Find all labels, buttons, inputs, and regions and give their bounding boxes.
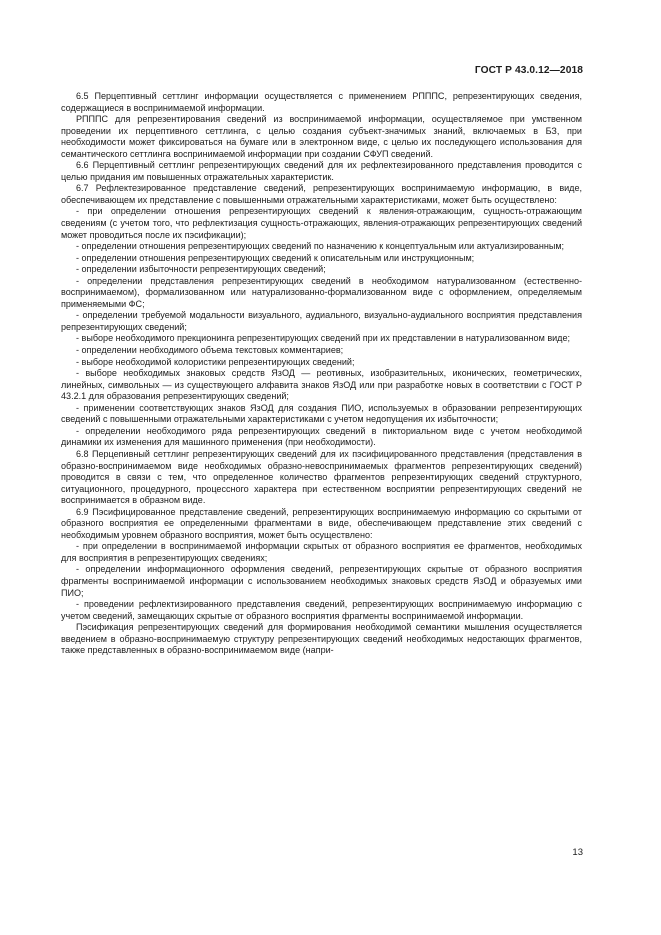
list-item: - применении соответствующих знаков ЯзОД для создания ПИО, используемых в образовании репрезентирующих сведений с повышенными отражательными характеристиками с учетом недопущения их избыточности; bbox=[61, 402, 582, 425]
list-item: - определении представления репрезентирующих сведений в необходимом натурализованном (естественно-воспринимаемом), формализованном или натурализованно-формализованном виде с оформлением, определяемым применяемыми ФС; bbox=[61, 275, 582, 309]
list-item: - определении необходимого ряда репрезентирующих сведений в пикториальном виде с учетом необходимой динамики их изменения для машинного применения (при необходимости). bbox=[61, 425, 582, 448]
list-item: - определении отношения репрезентирующих сведений по назначению к концептуальным или актуализированным; bbox=[76, 241, 565, 252]
list-item: - выборе необходимой колористики репрезентирующих сведений; bbox=[76, 356, 355, 367]
paragraph: 6.6 Перцептивный сеттлинг репрезентирующих сведений для их рефлектезированного представления проводится с целью придания им повышенных отражательных характеристик. bbox=[61, 160, 582, 182]
list-item: - выборе необходимого прекционинга репрезентирующих сведений при их представлении в натурализованном виде; bbox=[76, 333, 570, 344]
list-item: - проведении рефлектизированного представления сведений, репрезентирующих воспринимаемую информацию с учетом сведений, замещающих скрытые от образного восприятия фрагменты воспринимаемой информации. bbox=[61, 599, 582, 621]
list-item: - определении отношения репрезентирующих сведений к описательным или инструкционным; bbox=[76, 252, 475, 263]
list-item: - определении информационного оформления сведений, репрезентирующих скрытые от образного восприятия фрагменты воспринимаемой информации с использованием необходимых знаковых средств ЯзОД и образуемых ими ПИО; bbox=[61, 564, 582, 598]
doc-code-header: ГОСТ Р 43.0.12—2018 bbox=[474, 65, 583, 76]
paragraph: Пэсификация репрезентирующих сведений для формирования необходимой семантики мышления осуществляется введением в образно-воспринимаемую структуру репрезентирующих сведений необходимых недостающих фрагментов, также представленных в образно-воспринимаемом виде (напри- bbox=[61, 622, 582, 656]
paragraph: 6.9 Пэсифицированное представление сведений, репрезентирующих воспринимаемую информацию со скрытыми от образного восприятия ее определенными фрагментами в виде, обеспечивающем представление этих сведений с необходимым уровнем образного восприятия, может быть осуществлено: bbox=[61, 506, 582, 540]
list-item: - при определении отношения репрезентирующих сведений к явления-отражающим, сущность-отражающим сведениям (с учетом того, что рефлектизация сущность-отражающих, явления-отражающих репрезентирующих сведений может проводиться после их пэсификации); bbox=[61, 206, 582, 240]
paragraph: 6.7 Рефлектезированное представление сведений, репрезентирующих воспринимаемую информацию, в виде, обеспечивающем их представление с повышенными отражательными характеристиками, может быть осуществлено: bbox=[61, 183, 582, 205]
page-number: 13 bbox=[572, 847, 583, 858]
list-item: - выборе необходимых знаковых средств ЯзОД — реотивных, изобразительных, иконических, геометрических, линейных, символьных — из существующего алфавита знаков ЯзОД или при разработке новых в соответствии с ГОСТ Р 43.2.1 для образования репрезентирующих сведений; bbox=[61, 368, 582, 402]
paragraph: 6.8 Перцепивный сеттлинг репрезентирующих сведений для их пэсифицированного представления (представления в образно-воспринимаемом виде необходимых образно-невоспринимаемых фрагментов репрезентирующих сведений) проводится в связи с тем, что определенное количество фрагментов репрезентирующих сведений структурного, ситуационного, процедурного, процессного характера при естественном восприятии репрезентирующих сведений не воспринимается в образном виде. bbox=[61, 448, 582, 506]
list-item: - при определении в воспринимаемой информации скрытых от образного восприятия ее фрагментов, необходимых для восприятия в репрезентирующих сведениях; bbox=[61, 541, 582, 563]
list-item: - определении избыточности репрезентирующих сведений; bbox=[76, 264, 326, 275]
list-item: - определении требуемой модальности визуального, аудиального, визуально-аудиального восприятия представления репрезентирующих сведений; bbox=[61, 310, 582, 332]
list-item: - определении необходимого объема текстовых комментариев; bbox=[76, 345, 344, 356]
body-text bbox=[61, 91, 582, 657]
paragraph: 6.5 Перцептивный сеттлинг информации осуществляется с применением РПППС, репрезентирующих сведения, содержащиеся в воспринимаемой информации. bbox=[61, 91, 582, 113]
paragraph: РПППС для репрезентирования сведений из воспринимаемой информации, осуществляемое при умственном проведении их перцептивного сеттлинга, с целью создания субъект-значимых знаний, включаемых в БЗ, при необходимости может фиксироваться на бумаге или в электронном виде, с целью их последующего использования для семантического сеттлинга воспринимаемой информации при создании СФУП сведений. bbox=[61, 114, 582, 159]
